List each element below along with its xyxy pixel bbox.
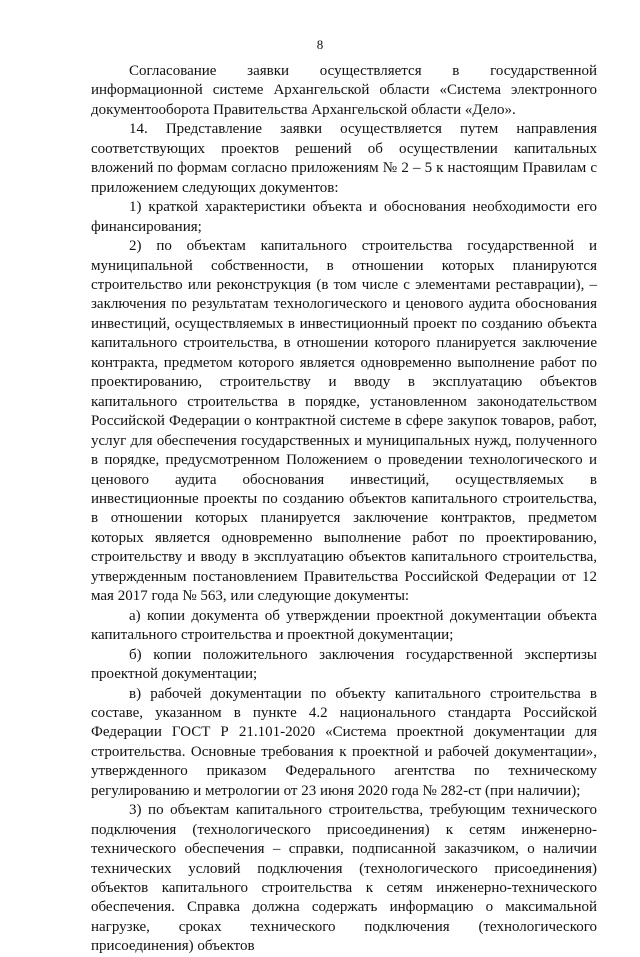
paragraph-approval: Согласование заявки осуществляется в государственной информационной системе Архангельской области «Система электронного документооборота Правительства Архангельской области «Дело».: [91, 63, 597, 118]
paragraph-subitem-a: а) копии документа об утверждении проектной документации объекта капитального строительства и проектной документации;: [91, 607, 597, 644]
paragraph-subitem-b: б) копии положительного заключения государственной экспертизы проектной документации;: [91, 646, 597, 683]
document-body: [91, 62, 597, 957]
page-number: 8: [316, 37, 324, 52]
paragraph-item-14: 14. Представление заявки осуществляется путем направления соответствующих проектов решений об осуществлении капитальных вложений по формам согласно приложениям № 2 – 5 к настоящим Правилам с приложением следующих документов:: [91, 121, 597, 196]
paragraph-subitem-1: 1) краткой характеристики объекта и обоснования необходимости его финансирования;: [91, 199, 597, 235]
paragraph-subitem-v: в) рабочей документации по объекту капитального строительства в составе, указанном в пункте 4.2 национального стандарта Российской Федерации ГОСТ Р 21.101-2020 «Система проектной документации для строительства. Основные требования к проектной и рабочей документации», утвержденного приказом Федерального агентства по техническому регулированию и метрологии от 23 июня 2020 года № 282-ст (при наличии);: [91, 685, 597, 799]
paragraph-subitem-2: 2) по объектам капитального строительства государственной и муниципальной собственности, в отношении которых планируются строительство или реконструкция (в том числе с элементами реставрации), – заключения по результатам технологического и ценового аудита обоснования инвестиций, осуществляемых в инвестиционный проект по созданию объекта капитального строительства, в отношении которого планируется заключение контракта, предметом которого является одновременно выполнение работ по проектированию, строительству и вводу в эксплуатацию объектов капитального строительства в порядке, установленном законодательством Российской Федерации о контрактной системе в сфере закупок товаров, работ, услуг для обеспечения государственных и муниципальных нужд, полученного в порядке, предусмотренном Положением о проведении технологического и ценового аудита обоснования инвестиций, осуществляемых в инвестиционные проекты по созданию объектов капитального строительства, в отношении которых планируется заключение контрактов, предметом которых является одновременно выполнение работ по проектированию, строительству и вводу в эксплуатацию объектов капитального строительства, утвержденным постановлением Правительства Российской Федерации от 12 мая 2017 года № 563, или следующие документы:: [91, 238, 597, 605]
paragraph-subitem-3: 3) по объектам капитального строительства, требующим технического подключения (технологического присоединения) к сетям инженерно-технического обеспечения – справки, подписанной заказчиком, о наличии технических условий подключения (технологического присоединения) объектов капитального строительства к сетям инженерно-технического обеспечения. Справка должна содержать информацию о максимальной нагрузке, сроках технического подключения (технологического присоединения) объектов: [91, 802, 597, 955]
